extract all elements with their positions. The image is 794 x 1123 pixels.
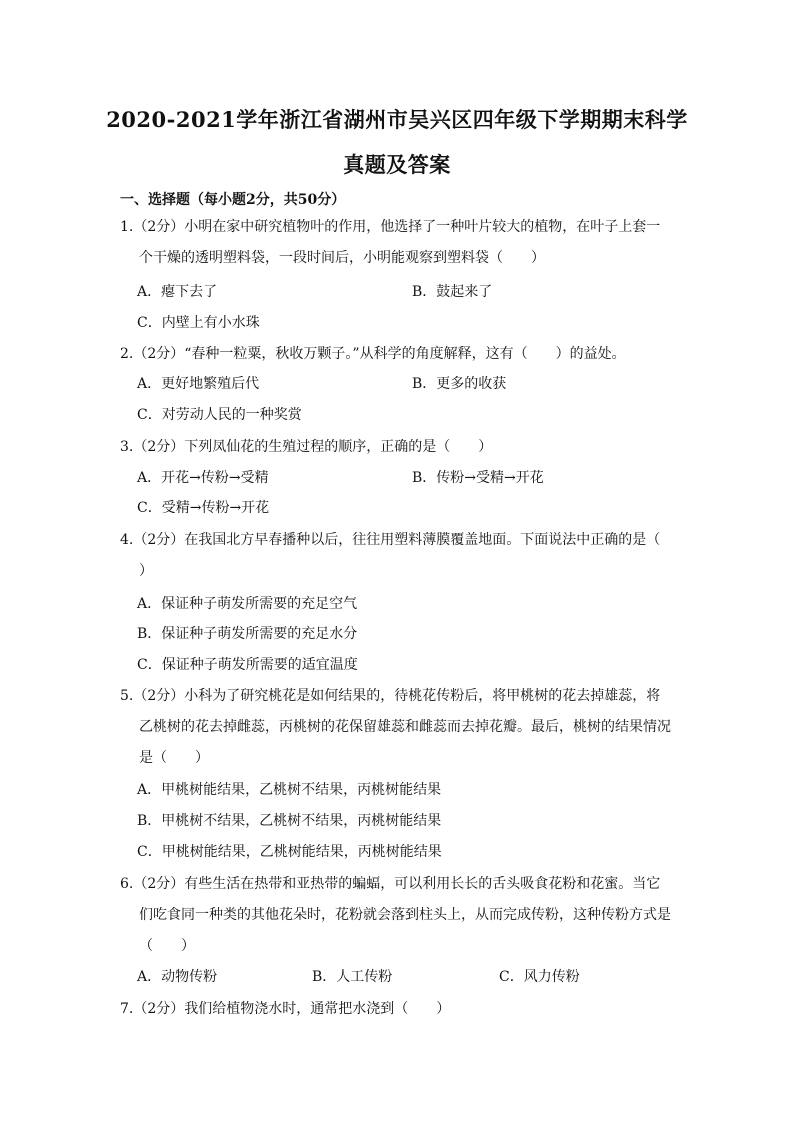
question-4-line-2: ） [139, 563, 153, 579]
question-4-line-1: 4.（2分）在我国北方早春播种以后，往往用塑料薄膜覆盖地面。下面说法中正确的是（ [120, 532, 661, 548]
question-1-option-b: B．鼓起来了 [412, 284, 493, 300]
question-6-line-2: 们吃食同一种类的其他花朵时，花粉就会落到柱头上，从而完成传粉，这种传粉方式是 [139, 907, 671, 923]
document-title-line-2: 真题及答案 [343, 152, 451, 177]
question-2-option-c: C．对劳动人民的一种奖赏 [137, 407, 302, 423]
question-5-option-c: C．甲桃树能结果，乙桃树能结果，丙桃树能结果 [137, 844, 442, 860]
question-1-line-2: 个干燥的透明塑料袋，一段时间后，小明能观察到塑料袋（ ） [139, 250, 545, 266]
question-3-option-c: C．受精→传粉→开花 [137, 500, 270, 516]
question-2-line-1: 2.（2分）“春种一粒粟，秋收万颗子。”从科学的角度解释，这有（ ）的益处。 [120, 346, 626, 362]
question-6-line-3: （ ） [139, 938, 195, 954]
question-6-option-c: C．风力传粉 [499, 969, 580, 985]
document-title-line-1: 2020-2021学年浙江省湖州市吴兴区四年级下学期期末科学 [106, 107, 688, 132]
question-3-option-b: B．传粉→受精→开花 [412, 470, 544, 486]
question-1-option-a: A．瘪下去了 [137, 284, 218, 300]
question-3-option-a: A．开花→传粉→受精 [137, 470, 269, 486]
question-3-line-1: 3.（2分）下列凤仙花的生殖过程的顺序，正确的是（ ） [120, 439, 493, 455]
question-2-option-a: A．更好地繁殖后代 [137, 376, 260, 392]
question-6-line-1: 6.（2分）有些生活在热带和亚热带的蝙蝠，可以利用长长的舌头吸食花粉和花蜜。当它 [120, 876, 661, 892]
section-heading: 一、选择题（每小题2分，共50分） [120, 192, 346, 208]
question-5-line-2: 乙桃树的花去掉雌蕊，丙桃树的花保留雄蕊和雌蕊而去掉花瓣。最后，桃树的结果情况 [139, 719, 671, 735]
question-5-option-b: B．甲桃树不结果，乙桃树不结果，丙桃树能结果 [137, 813, 442, 829]
question-1-option-c: C．内壁上有小水珠 [137, 315, 260, 331]
question-4-option-c: C．保证种子萌发所需要的适宜温度 [137, 657, 358, 673]
question-2-option-b: B．更多的收获 [412, 376, 507, 392]
question-6-option-b: B．人工传粉 [312, 969, 393, 985]
question-5-line-1: 5.（2分）小科为了研究桃花是如何结果的，待桃花传粉后，将甲桃树的花去掉雄蕊，将 [120, 688, 661, 704]
question-4-option-b: B．保证种子萌发所需要的充足水分 [137, 626, 358, 642]
question-5-option-a: A．甲桃树能结果，乙桃树不结果，丙桃树能结果 [137, 782, 442, 798]
question-4-option-a: A．保证种子萌发所需要的充足空气 [137, 596, 358, 612]
question-6-option-a: A．动物传粉 [137, 969, 218, 985]
question-7-line-1: 7.（2分）我们给植物浇水时，通常把水浇到（ ） [120, 1001, 451, 1017]
question-5-line-3: 是（ ） [139, 750, 209, 766]
question-1-line-1: 1.（2分）小明在家中研究植物叶的作用，他选择了一种叶片较大的植物，在叶子上套一 [120, 219, 661, 235]
